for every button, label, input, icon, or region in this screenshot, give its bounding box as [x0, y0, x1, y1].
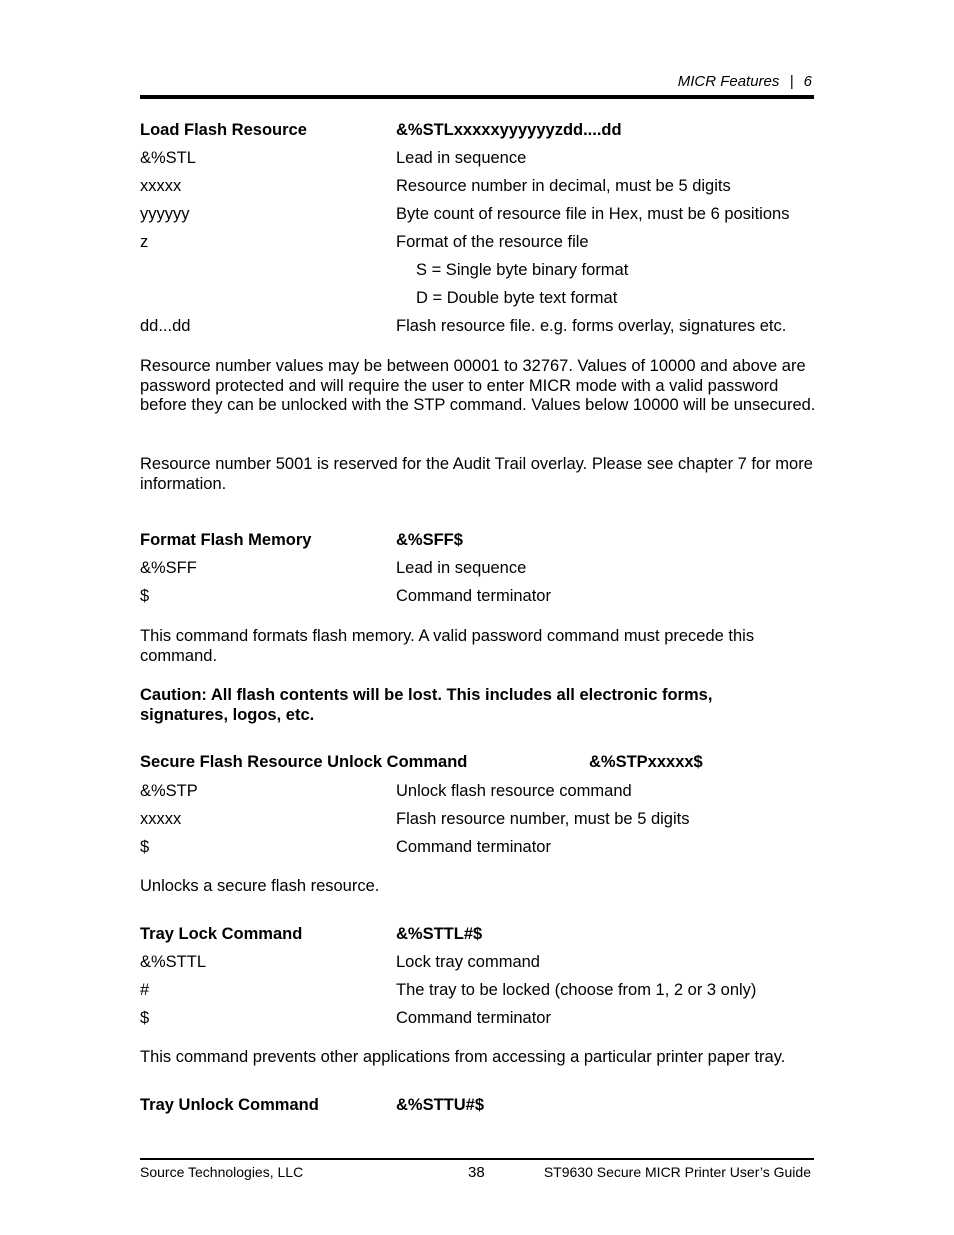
param-desc: Flash resource number, must be 5 digits	[396, 810, 690, 828]
format-flash-syntax: &%SFF$	[396, 531, 463, 549]
param-desc: Format of the resource file	[396, 233, 589, 251]
tray-unlock-title: Tray Unlock Command	[140, 1096, 319, 1114]
header-separator: |	[789, 73, 794, 90]
load-flash-title: Load Flash Resource	[140, 121, 307, 139]
param-desc: Lead in sequence	[396, 149, 527, 167]
format-option: D = Double byte text format	[416, 289, 618, 307]
header-section: MICR Features	[677, 73, 780, 90]
param-term: xxxxx	[140, 177, 182, 195]
param-term: z	[140, 233, 149, 251]
param-term: dd...dd	[140, 317, 191, 335]
secure-unlock-syntax: &%STPxxxxx$	[589, 753, 703, 771]
param-term: &%SFF	[140, 559, 197, 577]
param-term: #	[140, 981, 150, 999]
param-desc: Resource number in decimal, must be 5 digits	[396, 177, 731, 195]
param-desc: Command terminator	[396, 587, 551, 605]
param-term: &%STL	[140, 149, 196, 167]
param-desc: Flash resource file. e.g. forms overlay, signatures etc.	[396, 317, 787, 335]
page-number: 38	[468, 1164, 485, 1181]
param-desc: Unlock flash resource command	[396, 782, 632, 800]
param-term: &%STP	[140, 782, 198, 800]
header-rule	[140, 95, 814, 99]
tray-lock-paragraph: This command prevents other applications from accessing a particular printer paper tray.	[140, 1048, 786, 1066]
load-flash-paragraph: Resource number values may be between 00001 to 32767. Values of 10000 and above are password protected and will require the user to enter MICR mode with a valid password before they can be unlocked with the STP command. Values below 10000 will be unsecured.	[140, 357, 816, 414]
param-desc: Lead in sequence	[396, 559, 527, 577]
secure-unlock-paragraph: Unlocks a secure flash resource.	[140, 877, 380, 895]
param-term: &%STTL	[140, 953, 207, 971]
audit-trail-paragraph: Resource number 5001 is reserved for the Audit Trail overlay. Please see chapter 7 for more information.	[140, 455, 813, 493]
format-option: S = Single byte binary format	[416, 261, 629, 279]
tray-lock-syntax: &%STTL#$	[396, 925, 483, 943]
running-header	[678, 72, 812, 92]
param-term: xxxxx	[140, 810, 182, 828]
tray-lock-title: Tray Lock Command	[140, 925, 303, 943]
load-flash-syntax: &%STLxxxxxyyyyyyzdd....dd	[396, 121, 622, 139]
tray-unlock-syntax: &%STTU#$	[396, 1096, 485, 1114]
secure-unlock-title: Secure Flash Resource Unlock Command	[140, 753, 468, 771]
footer-company: Source Technologies, LLC	[140, 1164, 304, 1180]
caution-note: Caution: All flash contents will be lost. This includes all electronic forms, signatures, logos, etc.	[140, 686, 713, 724]
param-term: $	[140, 1009, 150, 1027]
param-desc: Byte count of resource file in Hex, must be 6 positions	[396, 205, 790, 223]
format-flash-title: Format Flash Memory	[140, 531, 312, 549]
param-term: $	[140, 838, 150, 856]
param-desc: Command terminator	[396, 838, 551, 856]
format-flash-paragraph: This command formats flash memory. A valid password command must precede this command.	[140, 627, 755, 665]
param-desc: The tray to be locked (choose from 1, 2 or 3 only)	[396, 981, 757, 999]
footer-guide-title: ST9630 Secure MICR Printer User’s Guide	[543, 1164, 811, 1180]
param-term: yyyyyy	[140, 205, 190, 223]
param-desc: Lock tray command	[396, 953, 540, 971]
param-desc: Command terminator	[396, 1009, 551, 1027]
header-chapter: 6	[803, 73, 812, 90]
footer-rule	[140, 1158, 814, 1160]
param-term: $	[140, 587, 150, 605]
